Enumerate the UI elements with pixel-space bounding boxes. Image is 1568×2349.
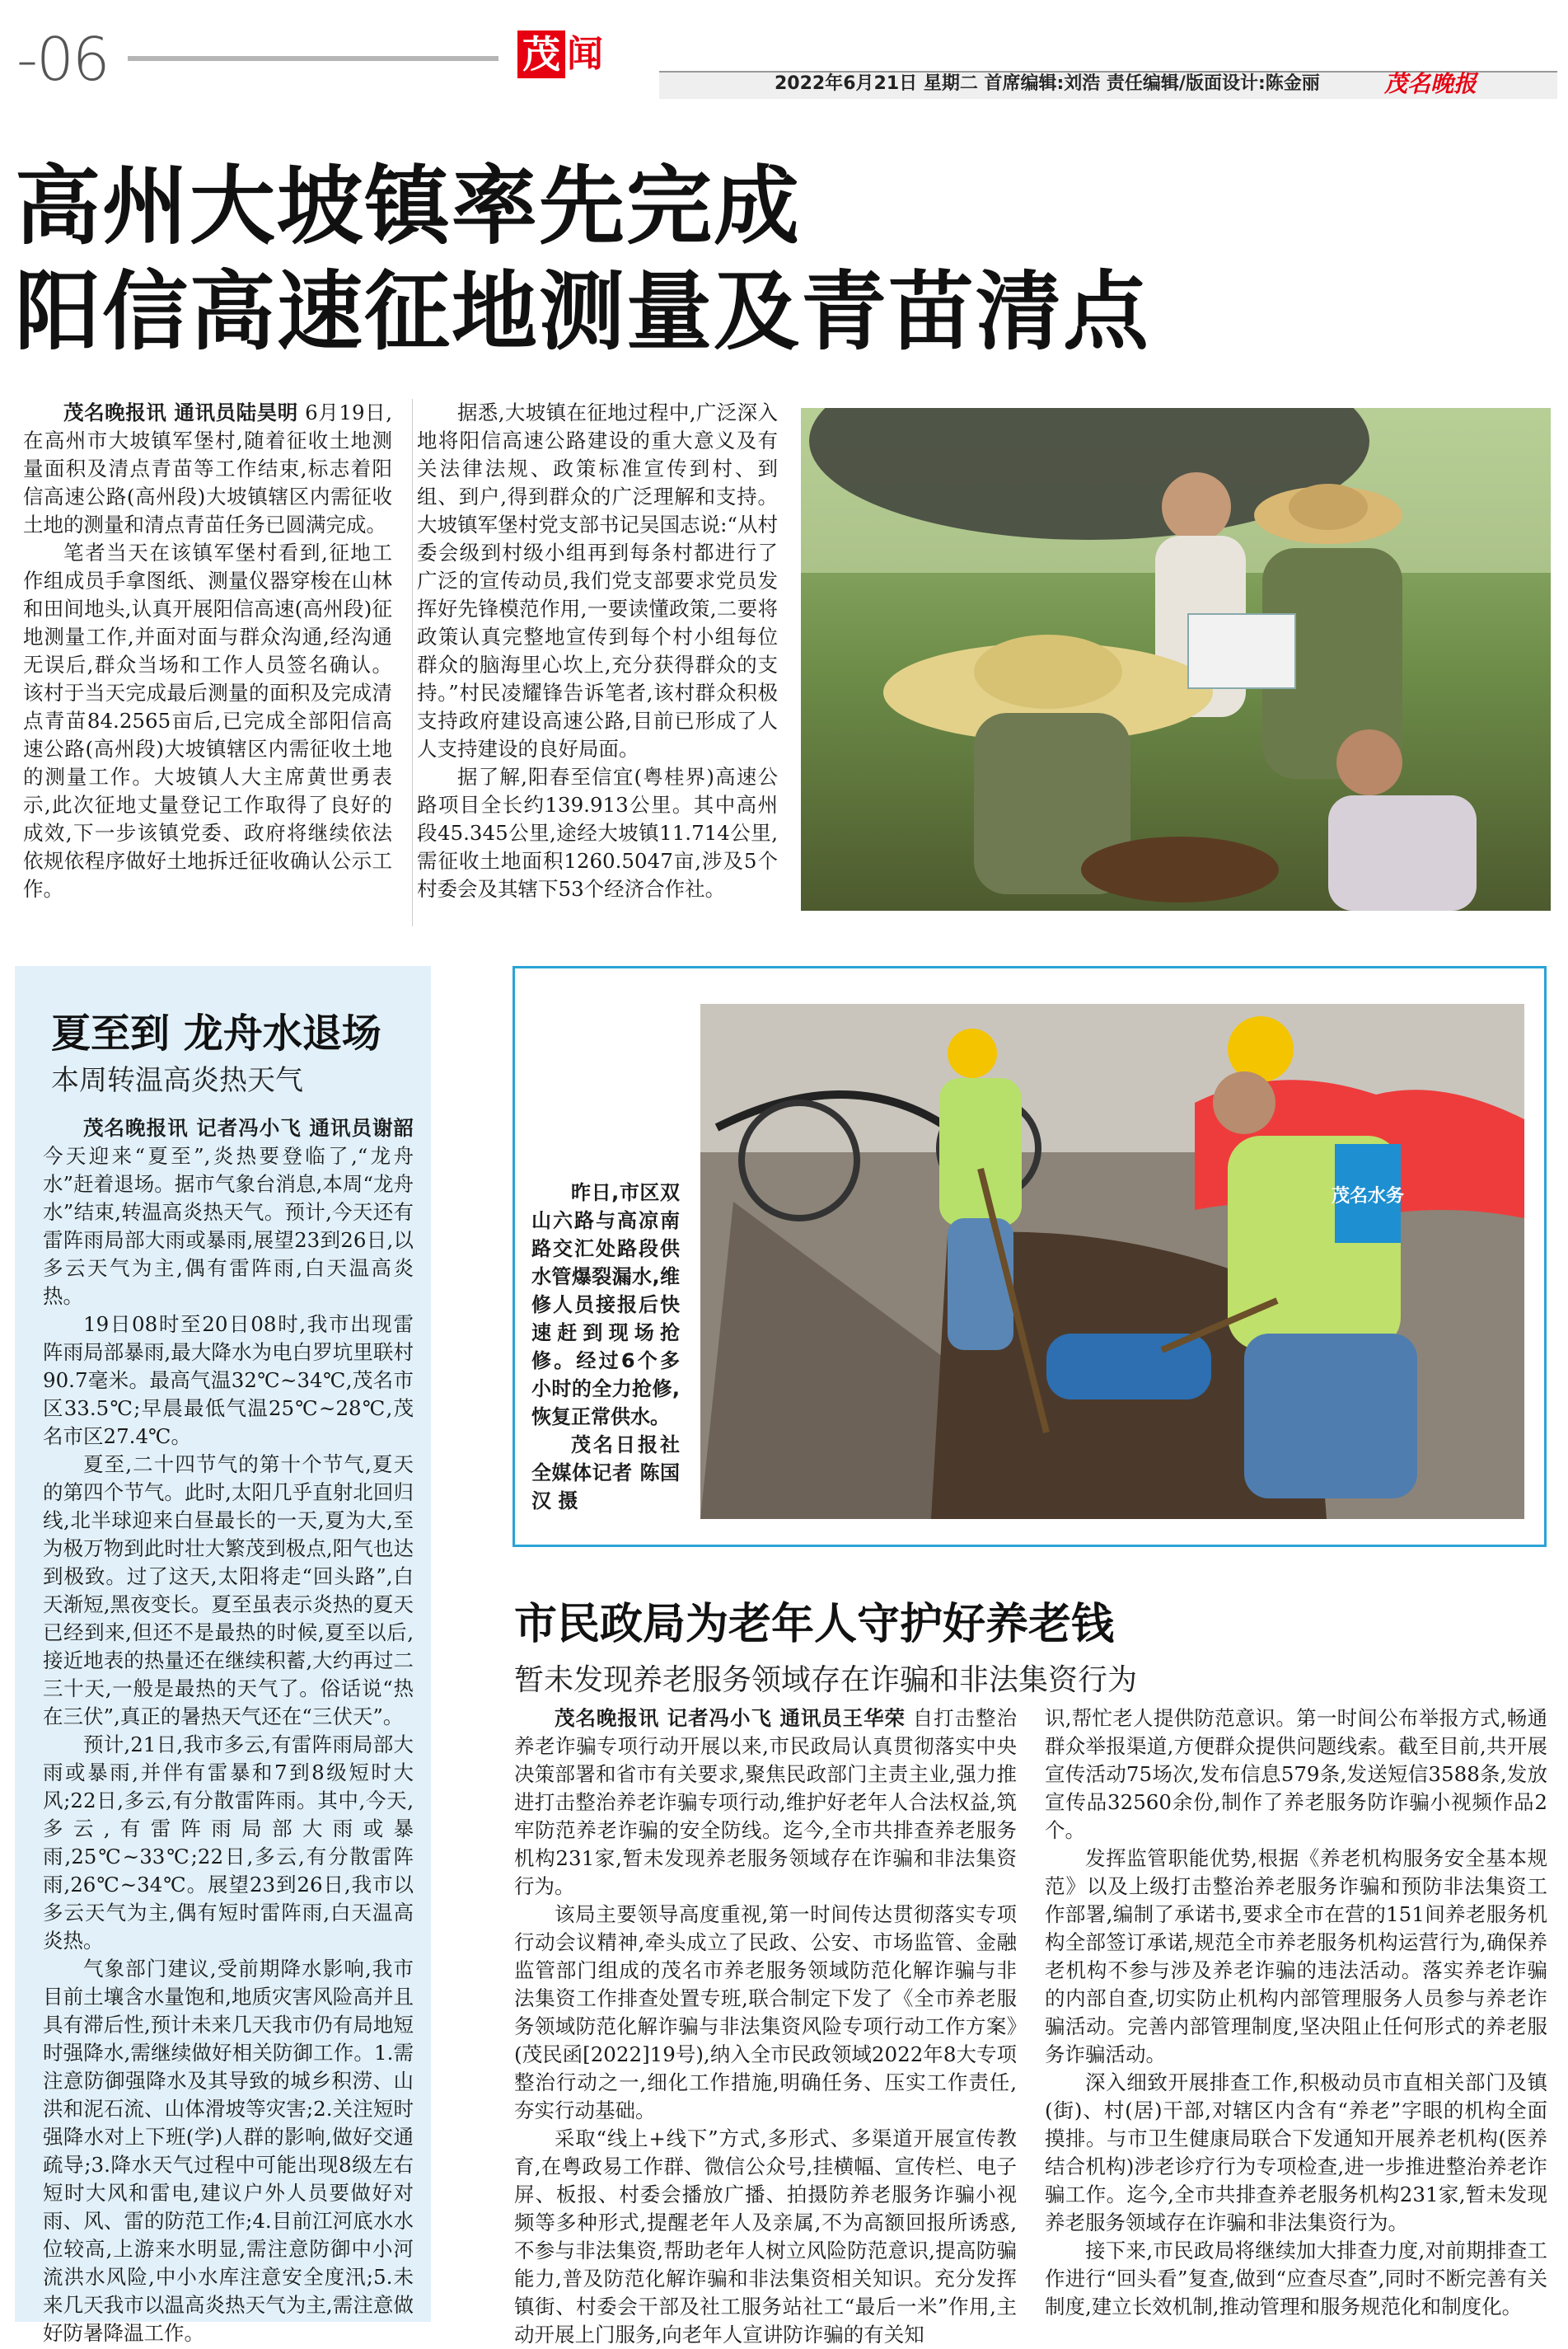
article1-byline: 茂名晚报讯 通讯员陆昊明	[63, 401, 298, 424]
article1-para: 据了解,阳春至信宜(粤桂界)高速公路项目全长约139.913公里。其中高州段45.345公里,途经大坡镇11.714公里,需征收土地面积1260.5047亩,涉及5个村委会及其辖下53个经济合作社。	[417, 765, 778, 901]
article1-text: 6月19日,在高州市大坡镇军堡村,随着征收土地测量面积及清点青苗等工作结束,标志着阳信高速公路(高州段)大坡镇辖区内需征收土地的测量和清点青苗任务已圆满完成。	[23, 401, 392, 537]
weather-para: 预计,21日,我市多云,有雷阵雨局部大雨或暴雨,并伴有雷暴和7到8级短时大风;22日,多云,有分散雷阵雨。其中,今天,多云,有雷阵雨局部大雨或暴雨,25℃~33℃;22日,多云,有分散雷阵雨,26℃~34℃。展望23到26日,我市以多云天气为主,偶有短时雷阵雨,白天温高炎热。	[43, 1732, 414, 1953]
photo-caption-text: 昨日,市区双山六路与高凉南路交汇处路段供水管爆裂漏水,维修人员接报后快速赶到现场抢修。经过6个多小时的全力抢修,恢复正常供水。	[531, 1181, 680, 1428]
water-pipe-repair-photo	[700, 1004, 1524, 1519]
weather-byline: 茂名晚报讯 记者冯小飞 通讯员谢韶	[83, 1116, 414, 1140]
article1-para: 笔者当天在该镇军堡村看到,征地工作组成员手拿图纸、测量仪器穿梭在山林和田间地头,认真开展阳信高速(高州段)征地测量工作,并面对面与群众沟通,经沟通无误后,群众当场和工作人员签名确认。该村于当天完成最后测量的面积及完成清点青苗84.2565亩后,已完成全部阳信高速公路(高州段)大坡镇辖区内需征收土地的测量工作。大坡镇人大主席黄世勇表示,此次征地丈量登记工作取得了良好的成效,下一步该镇党委、政府将继续依法依规依程序做好土地拆迁征收确认公示工作。	[23, 541, 392, 901]
water-pipe-illustration	[700, 1004, 1524, 1519]
weather-para: 气象部门建议,受前期降水影响,我市目前土壤含水量饱和,地质灾害风险高并且具有滞后性,预计未来几天我市仍有局地短时强降水,需继续做好相关防御工作。1.需注意防御强降水及其导致的城乡积涝、山洪和泥石流、山体滑坡等灾害;2.关注短时强降水对上下班(学)人群的影响,做好交通疏导;3.降水天气过程中可能出现8级左右短时大风和雷电,建议户外人员要做好对雨、风、雷的防范工作;4.目前江河底水水位较高,上游来水明显,需注意防御中小河流洪水风险,中小水库注意安全度汛;5.未来几天我市以温高炎热天气为主,需注意做好防暑降温工作。	[43, 1957, 414, 2345]
paper-logo: 茂名晚报	[1384, 70, 1477, 97]
weather-para: 19日08时至20日08时,我市出现雷阵雨局部暴雨,最大降水为电白罗坑里联村90.7毫米。最高气温32℃~34℃,茂名市区33.5℃;早晨最低气温25℃~28℃,茂名市区27.4℃。	[43, 1312, 414, 1448]
weather-title: 夏至到 龙舟水退场	[51, 1010, 381, 1057]
header-rule	[128, 56, 498, 61]
article3-para: 接下来,市民政局将继续加大排查力度,对前期排查工作进行“回头看”复查,做到“应查尽查”,同时不断完善有关制度,建立长效机制,推动管理和服务规范化和制度化。	[1045, 2239, 1547, 2319]
vest-label: 茂名水务	[1331, 1186, 1405, 1207]
section-label-part1: 茂	[517, 30, 565, 78]
section-label-part2: 闻	[567, 33, 603, 75]
article3-para: 发挥监管职能优势,根据《养老机构服务安全基本规范》以及上级打击整治养老服务诈骗和预防非法集资工作部署,编制了承诺书,要求全市在营的151间养老服务机构全部签订承诺,规范全市养老服务机构运营行为,确保养老机构不参与涉及养老诈骗的违法活动。落实养老诈骗的内部自查,切实防止机构内部管理服务人员参与养老诈骗活动。完善内部管理制度,坚决阻止任何形式的养老服务诈骗活动。	[1045, 1846, 1547, 2066]
article3-para: 采取“线上+线下”方式,多形式、多渠道开展宣传教育,在粤政易工作群、微信公众号,挂横幅、宣传栏、电子屏、板报、村委会播放广播、拍摄防养老服务诈骗小视频等多种形式,提醒老年人及亲属,不为高额回报所诱惑,不参与非法集资,帮助老年人树立风险防范意识,提高防骗能力,普及防范化解诈骗和非法集资相关知识。充分发挥镇街、村委会干部及社工服务站社工“最后一米”作用,主动开展上门服务,向老年人宣讲防诈骗的有关知	[514, 2126, 1017, 2347]
column-divider	[412, 399, 413, 926]
weather-body	[43, 1114, 414, 2347]
headline-line1: 高州大坡镇率先完成	[15, 156, 802, 256]
land-survey-photo	[801, 408, 1551, 911]
article1-column2	[417, 399, 778, 903]
weather-para: 夏至,二十四节气的第十个节气,夏天的第四个节气。此时,太阳几乎直射北回归线,北半球迎来白昼最长的一天,夏为大,至为极万物到此时壮大繁茂到极点,阳气也达到极致。过了这天,太阳将走“回头路”,白天渐短,黑夜变长。夏至虽表示炎热的夏天已经到来,但还不是最热的时候,夏至以后,接近地表的热量还在继续积蓄,大约再过二三十天,一般是最热的天气了。俗话说“热在三伏”,真正的暑热天气还在“三伏天”。	[43, 1452, 414, 1728]
article3-para	[514, 1704, 1017, 1901]
article1-para: 据悉,大坡镇在征地过程中,广泛深入地将阳信高速公路建设的重大意义及有关法律法规、政策标准宣传到村、到组、到户,得到群众的广泛理解和支持。大坡镇军堡村党支部书记吴国志说:“从村委会级到村级小组再到每条村都进行了广泛的宣传动员,我们党支部要求党员发挥好先锋模范作用,一要读懂政策,二要将政策认真完整地宣传到每个村小组每位群众的脑海里心坎上,充分获得群众的支持。”村民凌耀锋告诉笔者,该村群众积极支持政府建设高速公路,目前已形成了人人支持建设的良好局面。	[417, 401, 778, 761]
article3-para: 该局主要领导高度重视,第一时间传达贯彻落实专项行动会议精神,牵头成立了民政、公安、市场监管、金融监管部门组成的茂名市养老服务领域防范化解诈骗与非法集资工作排查处置专班,联合制定下发了《全市养老服务领域防范化解诈骗与非法集资风险专项行动工作方案》(茂民函[2022]19号),纳入全市民政领域2022年8大专项整治行动之一,细化工作措施,明确任务、压实工作责任,夯实行动基础。	[514, 1902, 1017, 2122]
article3-subtitle: 暂未发现养老服务领域存在诈骗和非法集资行为	[514, 1663, 1138, 1697]
article3-text: 自打击整治养老诈骗专项行动开展以来,市民政局认真贯彻落实中央决策部署和省市有关要求,聚焦民政部门主责主业,强力推进打击整治养老诈骗专项行动,维护好老年人合法权益,筑牢防范养老诈骗的安全防线。迄今,全市共排查养老服务机构231家,暂未发现养老服务领域存在诈骗和非法集资行为。	[514, 1706, 1017, 1898]
weather-para	[43, 1114, 414, 1310]
weather-text: 今天迎来“夏至”,炎热要登临了,“龙舟水”赶着退场。据市气象台消息,本周“龙舟水”结束,转温高炎热天气。预计,今天还有雷阵雨局部大雨或暴雨,展望23到26日,以多云天气为主,偶有雷阵雨,白天温高炎热。	[43, 1144, 414, 1308]
land-survey-illustration	[801, 408, 1551, 911]
section-label	[517, 28, 613, 81]
weather-subtitle: 本周转温高炎热天气	[51, 1064, 303, 1097]
issue-info: 2022年6月21日 星期二 首席编辑:刘浩 责任编辑/版面设计:陈金丽	[775, 73, 1320, 94]
headline-line2: 阳信高速征地测量及青苗清点	[15, 261, 1151, 362]
article3-byline: 茂名晚报讯 记者冯小飞 通讯员王华荣	[555, 1706, 906, 1730]
article3-title: 市民政局为老年人守护好养老钱	[514, 1600, 1115, 1649]
photo-credit: 茂名日报社全媒体记者 陈国汉 摄	[531, 1433, 680, 1512]
article1-column1	[23, 399, 392, 903]
article3-column1	[514, 1704, 1017, 2349]
page-number: -06	[16, 25, 109, 94]
article3-para: 深入细致开展排查工作,积极动员市直相关部门及镇(街)、村(居)干部,对辖区内含有“养老”字眼的机构全面摸排。与市卫生健康局联合下发通知开展养老机构(医养结合机构)涉老诊疗行为专项检查,进一步推进整治养老诈骗工作。迄今,全市共排查养老服务机构231家,暂未发现养老服务领域存在诈骗和非法集资行为。	[1045, 2070, 1547, 2234]
article3-para: 识,帮忙老人提供防范意识。第一时间公布举报方式,畅通群众举报渠道,方便群众提供问题线索。截至目前,共开展宣传活动75场次,发布信息579条,发送短信3588条,发放宣传品32560余份,制作了养老服务防诈骗小视频作品2个。	[1045, 1706, 1547, 1842]
article3-column2	[1045, 1704, 1547, 2321]
article1-para	[23, 399, 392, 539]
photo-news-caption	[531, 1179, 680, 1515]
